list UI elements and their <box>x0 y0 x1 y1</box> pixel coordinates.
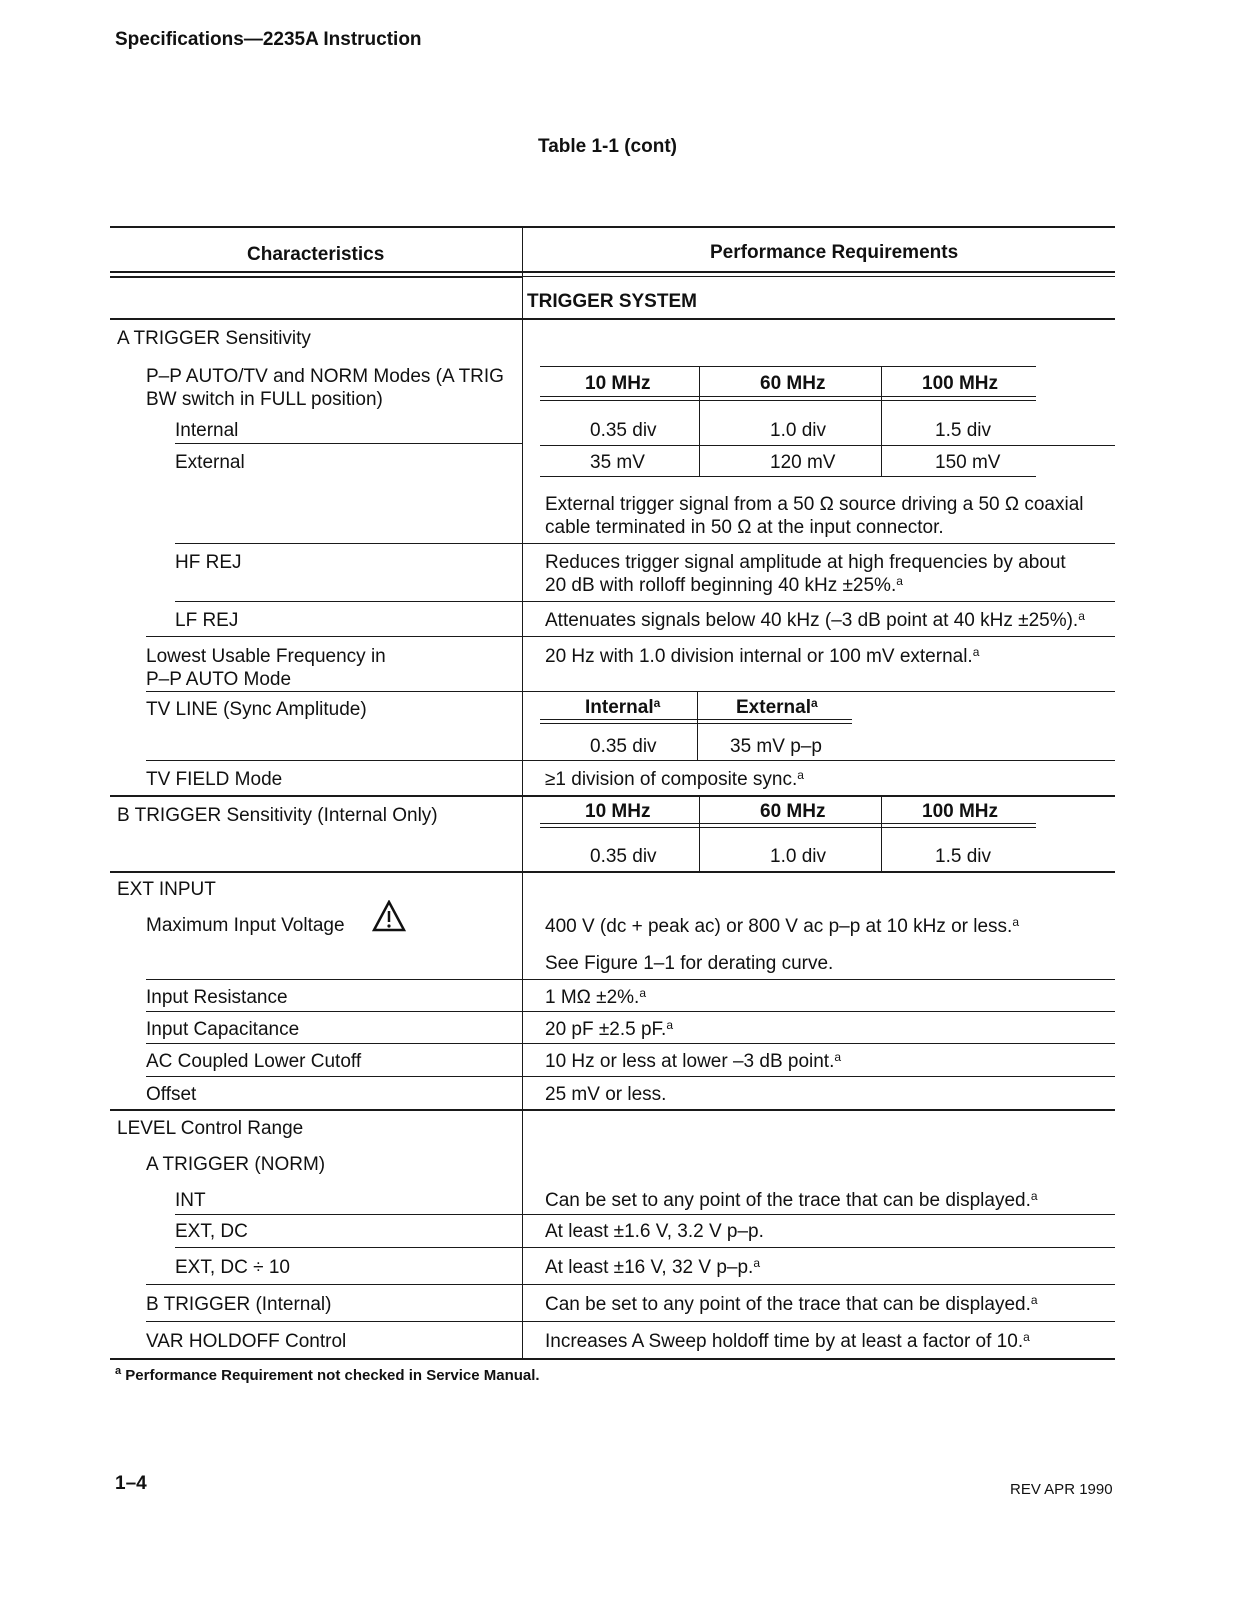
tv-line-label: TV LINE (Sync Amplitude) <box>146 699 367 720</box>
ac-cutoff-text: 10 Hz or less at lower –3 dB point.$^a$ <box>545 1050 842 1072</box>
level-ext-dc10-text: At least ±16 V, 32 V p–p.$^a$ <box>545 1256 761 1278</box>
level-int-label: INT <box>175 1190 206 1211</box>
tv-field-text: ≥1 division of composite sync.$^a$ <box>545 768 804 790</box>
b-freq-header-100mhz: 100 MHz <box>922 801 999 822</box>
table-top-rule <box>110 226 1115 228</box>
freq-header-60mhz: 60 MHz <box>760 373 826 394</box>
input-capacitance-label: Input Capacitance <box>146 1019 300 1040</box>
b-value-60mhz: 1.0 div <box>770 846 826 867</box>
column-header-performance: Performance Requirements <box>710 242 959 263</box>
external-10mhz: 35 mV <box>590 452 645 473</box>
level-ext-dc-text: At least ±1.6 V, 3.2 V p–p. <box>545 1221 764 1242</box>
tv-line-external-value: 35 mV p–p <box>730 736 822 757</box>
a-trigger-label: A TRIGGER Sensitivity <box>117 328 311 349</box>
freq-header-10mhz: 10 MHz <box>585 373 651 394</box>
internal-10mhz: 0.35 div <box>590 420 657 441</box>
section-rule <box>110 318 1115 320</box>
internal-100mhz: 1.5 div <box>935 420 991 441</box>
level-ext-dc10-label: EXT, DC ÷ 10 <box>175 1257 290 1278</box>
table-title: Table 1-1 (cont) <box>538 136 677 157</box>
tv-field-label: TV FIELD Mode <box>146 769 283 790</box>
hf-rej-line1: Reduces trigger signal amplitude at high frequencies by about <box>545 552 1066 573</box>
page-number: 1–4 <box>115 1473 147 1494</box>
level-b-trigger-label: B TRIGGER (Internal) <box>146 1294 332 1315</box>
hf-rej-label: HF REJ <box>175 552 242 573</box>
ext-note-line2: cable terminated in 50 Ω at the input connector. <box>545 517 944 538</box>
external-100mhz: 150 mV <box>935 452 1001 473</box>
internal-60mhz: 1.0 div <box>770 420 826 441</box>
var-holdoff-text: Increases A Sweep holdoff time by at least a factor of 10.$^a$ <box>545 1330 1030 1352</box>
internal-label: Internal <box>175 420 239 441</box>
level-a-trigger-label: A TRIGGER (NORM) <box>146 1154 326 1175</box>
tv-line-internal-value: 0.35 div <box>590 736 657 757</box>
external-60mhz: 120 mV <box>770 452 836 473</box>
running-title: Specifications—2235A Instruction <box>115 29 422 50</box>
ext-note-line1: External trigger signal from a 50 Ω source driving a 50 Ω coaxial <box>545 494 1084 515</box>
column-divider <box>522 227 523 1360</box>
footnote: $^a$ Performance Requirement not checked in Service Manual. <box>115 1365 540 1384</box>
pp-auto-line2: BW switch in FULL position) <box>146 389 383 410</box>
level-label: LEVEL Control Range <box>117 1118 304 1139</box>
ext-input-label: EXT INPUT <box>117 879 216 900</box>
freq-header-100mhz: 100 MHz <box>922 373 999 394</box>
b-value-10mhz: 0.35 div <box>590 846 657 867</box>
column-header-characteristics: Characteristics <box>247 244 385 265</box>
input-resistance-text: 1 MΩ ±2%.$^a$ <box>545 986 647 1008</box>
input-capacitance-text: 20 pF ±2.5 pF.$^a$ <box>545 1018 674 1040</box>
b-freq-header-10mhz: 10 MHz <box>585 801 651 822</box>
tv-line-header-external: External$^a$ <box>736 696 818 718</box>
lf-rej-label: LF REJ <box>175 610 239 631</box>
lowest-freq-line1: Lowest Usable Frequency in <box>146 646 386 667</box>
input-resistance-label: Input Resistance <box>146 987 288 1008</box>
lowest-freq-line2: P–P AUTO Mode <box>146 669 292 690</box>
var-holdoff-label: VAR HOLDOFF Control <box>146 1331 347 1352</box>
level-b-trigger-text: Can be set to any point of the trace that can be displayed.$^a$ <box>545 1293 1038 1315</box>
tv-line-header-internal: Internal$^a$ <box>585 696 661 718</box>
b-trigger-label: B TRIGGER Sensitivity (Internal Only) <box>117 805 438 826</box>
header-double-rule-1 <box>110 271 1115 273</box>
lowest-freq-text: 20 Hz with 1.0 division internal or 100 mV external.$^a$ <box>545 645 980 667</box>
table-bottom-rule <box>110 1358 1115 1360</box>
ac-cutoff-label: AC Coupled Lower Cutoff <box>146 1051 362 1072</box>
revision-date: REV APR 1990 <box>1010 1481 1113 1498</box>
external-label: External <box>175 452 245 473</box>
level-int-text: Can be set to any point of the trace that can be displayed.$^a$ <box>545 1189 1038 1211</box>
b-value-100mhz: 1.5 div <box>935 846 991 867</box>
max-voltage-text: 400 V (dc + peak ac) or 800 V ac p–p at 10 kHz or less.$^a$ <box>545 915 1020 937</box>
max-voltage-note: See Figure 1–1 for derating curve. <box>545 953 834 974</box>
level-ext-dc-label: EXT, DC <box>175 1221 248 1242</box>
b-freq-header-60mhz: 60 MHz <box>760 801 826 822</box>
pp-auto-line1: P–P AUTO/TV and NORM Modes (A TRIG <box>146 366 504 387</box>
warning-triangle-icon <box>372 900 406 932</box>
max-voltage-label: Maximum Input Voltage <box>146 915 345 936</box>
lf-rej-text: Attenuates signals below 40 kHz (–3 dB point at 40 kHz ±25%).$^a$ <box>545 609 1085 631</box>
hf-rej-line2: 20 dB with rolloff beginning 40 kHz ±25%.$^a$ <box>545 574 903 596</box>
section-title: TRIGGER SYSTEM <box>527 291 697 312</box>
offset-label: Offset <box>146 1084 197 1105</box>
offset-text: 25 mV or less. <box>545 1084 667 1105</box>
